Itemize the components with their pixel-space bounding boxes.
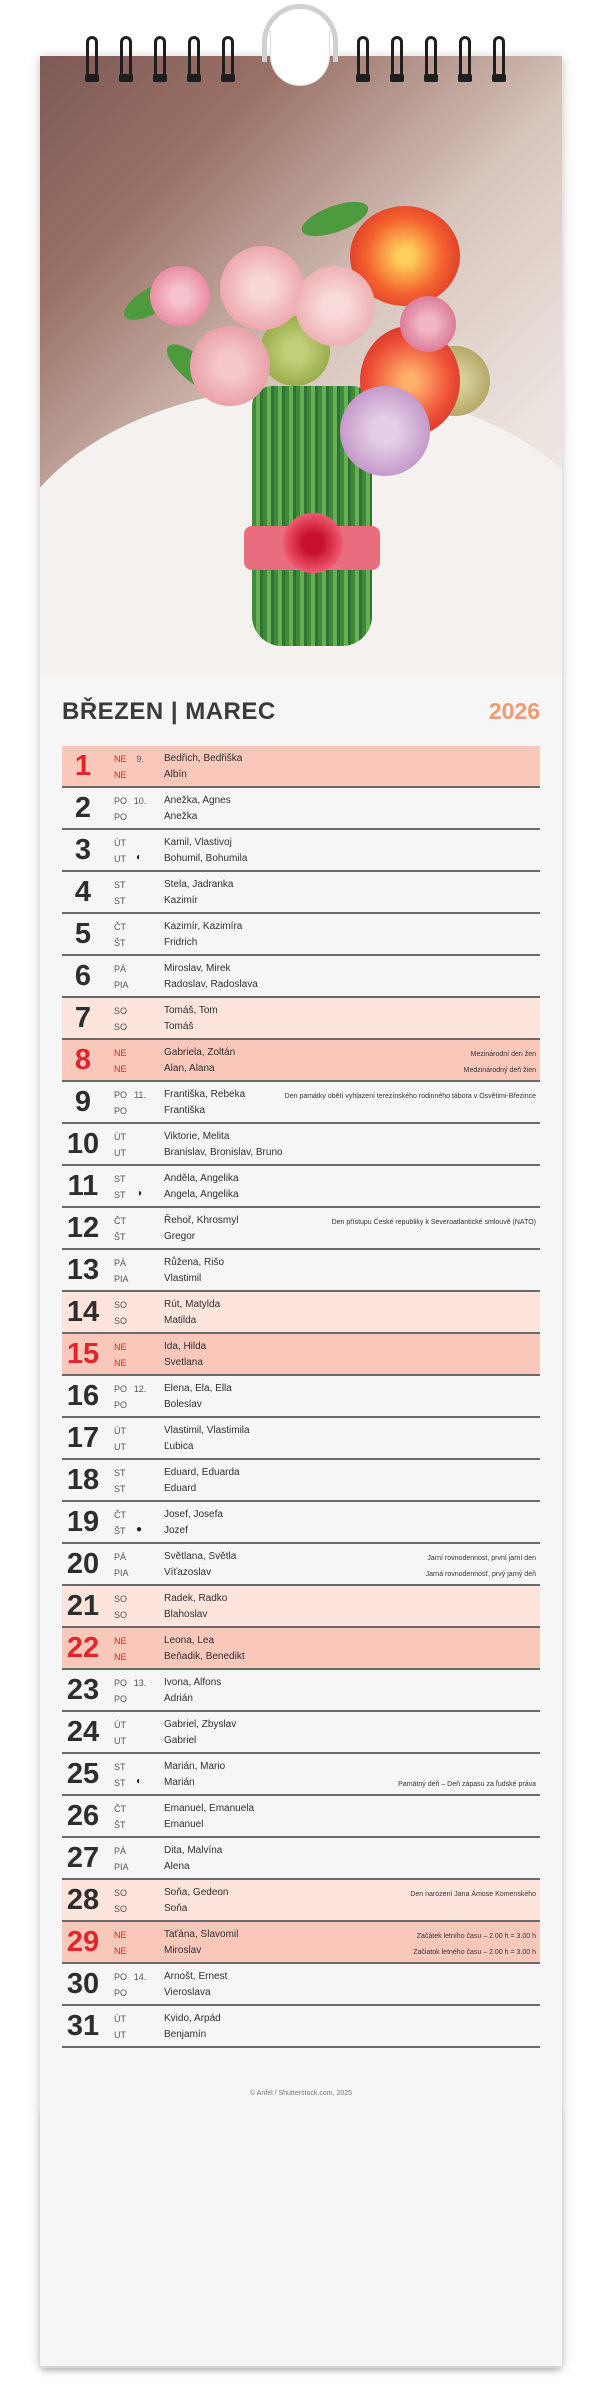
nameday-sk: Gregor <box>164 1231 196 1242</box>
weekday-cz: PO <box>114 1972 128 1982</box>
nameday-sk: Alena <box>164 1861 190 1872</box>
weekday-cz: NE <box>114 1048 127 1058</box>
rose-flower <box>190 326 270 406</box>
day-row <box>62 1376 540 1418</box>
weekday-sk: NE <box>114 1064 127 1074</box>
weekday-sk: PO <box>114 1988 128 1998</box>
nameday-cz: Soňa, Gedeon <box>164 1887 229 1898</box>
weekday-cz: PÁ <box>114 1258 127 1268</box>
weekday-cz: PÁ <box>114 1552 127 1562</box>
holiday-note-sk: Začiatok letného času – 2.00 h = 3.00 h <box>413 1949 536 1956</box>
day-number: 28 <box>66 1884 100 1916</box>
week-number: 11. <box>134 1090 146 1100</box>
weekday-cz: ČT <box>114 1510 126 1520</box>
weekday-cz: ČT <box>114 1804 126 1814</box>
nameday-cz: Emanuel, Emanuela <box>164 1803 255 1814</box>
day-row <box>62 998 540 1040</box>
nameday-cz: Vlastimil, Vlastimila <box>164 1425 250 1436</box>
nameday-sk: Angela, Angelika <box>164 1189 239 1200</box>
day-number: 14 <box>66 1296 100 1328</box>
ring-icon <box>357 36 369 76</box>
moon-phase-icon: ◑ <box>135 1188 143 1199</box>
weekday-cz: ÚT <box>114 1426 126 1436</box>
rose-flower <box>400 296 456 352</box>
day-row <box>62 1754 540 1796</box>
nameday-cz: Růžena, Rišo <box>164 1257 225 1268</box>
day-number: 4 <box>74 876 92 908</box>
ribbon-bow <box>278 508 348 578</box>
day-row <box>62 1166 540 1208</box>
day-number: 11 <box>67 1170 99 1202</box>
nameday-sk: Matilda <box>164 1315 197 1326</box>
holiday-note-sk: Jarná rovnodennosť, prvý jarný deň <box>425 1571 536 1578</box>
weekday-sk: PIA <box>114 1862 129 1872</box>
moon-phase-icon: ◐ <box>135 852 143 863</box>
nameday-cz: Gabriela, Zoltán <box>164 1047 236 1058</box>
week-number: 10. <box>133 796 147 806</box>
nameday-sk: Svetlana <box>164 1357 203 1368</box>
weekday-cz: PO <box>114 1090 128 1100</box>
day-row <box>62 746 540 788</box>
nameday-cz: Miroslav, Mirek <box>164 963 231 974</box>
nameday-sk: Ľubica <box>164 1441 194 1452</box>
weekday-cz: NE <box>114 1342 127 1352</box>
nameday-sk: Jozef <box>164 1525 188 1536</box>
ring-icon <box>222 36 234 76</box>
nameday-sk: Františka <box>164 1105 206 1116</box>
day-row <box>62 1628 540 1670</box>
weekday-sk: ŠT <box>114 1526 126 1536</box>
nameday-cz: Světlana, Světla <box>164 1551 237 1562</box>
nameday-cz: Františka, Rebeka <box>164 1089 246 1100</box>
weekday-cz: PÁ <box>114 1846 127 1856</box>
weekday-cz: ÚT <box>114 1132 126 1142</box>
nameday-sk: Benjamín <box>164 2029 207 2040</box>
day-row <box>62 914 540 956</box>
holiday-note-cz: Den památky obětí vyhlazení terezínského rodinného tábora v Osvětimi-Březince <box>284 1093 536 1100</box>
weekday-sk: UT <box>114 2030 126 2040</box>
weekday-cz: ÚT <box>114 1720 126 1730</box>
day-number: 17 <box>66 1422 100 1454</box>
day-row <box>62 1250 540 1292</box>
weekday-cz: PO <box>114 1384 128 1394</box>
day-row <box>62 1544 540 1586</box>
nameday-sk: Branislav, Bronislav, Bruno <box>164 1147 283 1158</box>
weekday-cz: PÁ <box>114 964 127 974</box>
nameday-sk: Anežka <box>164 811 198 822</box>
day-row <box>62 1964 540 2006</box>
day-row <box>62 1460 540 1502</box>
nameday-sk: Gabriel <box>164 1735 197 1746</box>
nameday-cz: Řehoř, Khrosmyl <box>164 1215 239 1226</box>
nameday-cz: Radek, Radko <box>164 1593 228 1604</box>
flower-bouquet-photo <box>40 56 562 676</box>
nameday-sk: Vieroslava <box>164 1987 211 1998</box>
weekday-cz: SO <box>114 1300 128 1310</box>
week-number: 14. <box>133 1972 147 1982</box>
day-number: 10 <box>66 1128 100 1160</box>
nameday-cz: Eduard, Eduarda <box>164 1467 240 1478</box>
weekday-cz: ČT <box>114 922 126 932</box>
nameday-cz: Dita, Malvína <box>164 1845 223 1856</box>
day-row <box>62 1040 540 1082</box>
weekday-sk: PO <box>114 812 128 822</box>
weekday-sk: PO <box>114 1694 128 1704</box>
nameday-cz: Arnošt, Ernest <box>164 1971 228 1982</box>
ring-icon <box>391 36 403 76</box>
weekday-sk: PIA <box>114 1568 129 1578</box>
nameday-cz: Tomáš, Tom <box>164 1005 218 1016</box>
nameday-cz: Viktorie, Melita <box>164 1131 230 1142</box>
weekday-cz: ST <box>114 1762 126 1772</box>
weekday-cz: NE <box>114 754 127 764</box>
weekday-sk: PIA <box>114 1274 129 1284</box>
nameday-cz: Anežka, Agnes <box>164 795 231 806</box>
weekday-sk: NE <box>114 1946 127 1956</box>
ring-icon <box>120 36 132 76</box>
weekday-cz: ÚT <box>114 838 126 848</box>
ring-icon <box>459 36 471 76</box>
day-number: 8 <box>74 1044 92 1076</box>
day-row <box>62 1712 540 1754</box>
nameday-sk: Miroslav <box>164 1945 202 1956</box>
moon-phase-icon: ● <box>135 1524 143 1535</box>
nameday-sk: Radoslav, Radoslava <box>164 979 258 990</box>
day-number: 18 <box>66 1464 100 1496</box>
nameday-cz: Kazimír, Kazimíra <box>164 921 243 932</box>
holiday-note-sk: Medzinárodný deň žien <box>463 1067 536 1074</box>
day-number: 24 <box>66 1716 100 1748</box>
ring-icon <box>154 36 166 76</box>
day-list <box>62 746 540 2048</box>
weekday-cz: PO <box>114 1678 128 1688</box>
weekday-sk: SO <box>114 1316 128 1326</box>
day-number: 25 <box>66 1758 100 1790</box>
nameday-sk: Víťazoslav <box>164 1567 212 1578</box>
day-number: 6 <box>74 960 92 992</box>
year-label: 2026 <box>488 698 540 724</box>
weekday-sk: ST <box>114 1190 126 1200</box>
week-number: 12. <box>133 1384 147 1394</box>
nameday-cz: Kvido, Arpád <box>164 2013 221 2024</box>
nameday-sk: Vlastimil <box>164 1273 202 1284</box>
holiday-note-cz: Jarní rovnodennost, první jarní den <box>427 1555 536 1562</box>
nameday-sk: Emanuel <box>164 1819 204 1830</box>
weekday-cz: PO <box>114 796 128 806</box>
day-row <box>62 1208 540 1250</box>
day-row <box>62 1796 540 1838</box>
day-number: 1 <box>74 750 92 782</box>
nameday-sk: Marián <box>164 1777 195 1788</box>
day-number: 12 <box>66 1212 100 1244</box>
day-number: 2 <box>74 792 92 824</box>
week-number: 9. <box>136 754 144 764</box>
weekday-cz: ST <box>114 880 126 890</box>
nameday-sk: Adrián <box>164 1693 193 1704</box>
nameday-cz: Anděla, Angelika <box>164 1173 239 1184</box>
rose-flower <box>150 266 210 326</box>
photo-credit: © Anfel / Shutterstock.com, 2025 <box>249 2090 353 2097</box>
day-row <box>62 1838 540 1880</box>
day-number: 23 <box>66 1674 100 1706</box>
day-number: 21 <box>66 1590 100 1622</box>
nameday-sk: Bohumil, Bohumila <box>164 853 248 864</box>
ring-icon <box>493 36 505 76</box>
weekday-sk: PO <box>114 1106 128 1116</box>
holiday-note-sk: Pamätný deň – Deň zápasu za ľudské práva <box>398 1781 536 1788</box>
nameday-cz: Marián, Mario <box>164 1761 226 1772</box>
day-number: 7 <box>74 1002 92 1034</box>
day-row <box>62 1418 540 1460</box>
day-number: 22 <box>66 1632 100 1664</box>
weekday-sk: PIA <box>114 980 129 990</box>
nameday-sk: Eduard <box>164 1483 197 1494</box>
holiday-note-cz: Mezinárodní den žen <box>470 1051 536 1058</box>
nameday-cz: Josef, Josefa <box>164 1509 223 1520</box>
weekday-sk: SO <box>114 1904 128 1914</box>
day-row <box>62 788 540 830</box>
weekday-cz: SO <box>114 1006 128 1016</box>
weekday-sk: NE <box>114 1652 127 1662</box>
nameday-sk: Boleslav <box>164 1399 202 1410</box>
nameday-sk: Soňa <box>164 1903 188 1914</box>
day-number: 19 <box>66 1506 100 1538</box>
day-row <box>62 1586 540 1628</box>
weekday-cz: ÚT <box>114 2014 126 2024</box>
nameday-sk: Alan, Alana <box>164 1063 215 1074</box>
weekday-cz: SO <box>114 1594 128 1604</box>
day-number: 31 <box>66 2010 100 2042</box>
hanger-hook[interactable] <box>262 4 338 62</box>
day-number: 16 <box>66 1380 100 1412</box>
weekday-sk: ŠT <box>114 1820 126 1830</box>
day-row <box>62 1670 540 1712</box>
day-number: 26 <box>66 1800 100 1832</box>
nameday-sk: Albín <box>164 769 187 780</box>
nameday-cz: Rút, Matylda <box>164 1299 221 1310</box>
day-number: 15 <box>66 1338 100 1370</box>
ring-icon <box>425 36 437 76</box>
day-number: 13 <box>66 1254 100 1286</box>
weekday-sk: SO <box>114 1610 128 1620</box>
day-number: 3 <box>74 834 92 866</box>
nameday-sk: Blahoslav <box>164 1609 208 1620</box>
day-row <box>62 1922 540 1964</box>
weekday-cz: NE <box>114 1636 127 1646</box>
moon-phase-icon: ◐ <box>135 1776 143 1787</box>
day-row <box>62 830 540 872</box>
nameday-cz: Taťána, Slavomil <box>164 1929 239 1940</box>
orchid-flower <box>340 386 430 476</box>
nameday-cz: Leona, Lea <box>164 1635 215 1646</box>
weekday-sk: UT <box>114 1148 126 1158</box>
nameday-sk: Kazimír <box>164 895 198 906</box>
day-row <box>62 1502 540 1544</box>
binding-rings-right <box>357 36 527 82</box>
weekday-cz: SO <box>114 1888 128 1898</box>
weekday-sk: NE <box>114 1358 127 1368</box>
ring-icon <box>188 36 200 76</box>
nameday-cz: Ida, Hilda <box>164 1341 207 1352</box>
day-number: 9 <box>74 1086 92 1118</box>
weekday-sk: UT <box>114 1442 126 1452</box>
day-number: 30 <box>66 1968 100 2000</box>
weekday-cz: ST <box>114 1468 126 1478</box>
day-number: 29 <box>66 1926 100 1958</box>
weekday-sk: ST <box>114 1778 126 1788</box>
nameday-cz: Ivona, Alfons <box>164 1677 222 1688</box>
day-row <box>62 1082 540 1124</box>
rose-flower <box>295 266 375 346</box>
day-number: 20 <box>66 1548 100 1580</box>
nameday-sk: Beňadik, Benedikt <box>164 1651 245 1662</box>
weekday-sk: ST <box>114 896 126 906</box>
day-row <box>62 956 540 998</box>
weekday-sk: NE <box>114 770 127 780</box>
day-row <box>62 1334 540 1376</box>
weekday-sk: ŠT <box>114 938 126 948</box>
weekday-cz: NE <box>114 1930 127 1940</box>
nameday-cz: Bedřich, Bedřiška <box>164 753 243 764</box>
weekday-cz: ČT <box>114 1216 126 1226</box>
day-number: 5 <box>74 918 92 950</box>
binding-rings-left <box>86 36 256 82</box>
nameday-sk: Tomáš <box>164 1021 194 1032</box>
nameday-cz: Kamil, Vlastivoj <box>164 837 232 848</box>
month-header <box>40 690 562 740</box>
day-number: 27 <box>66 1842 100 1874</box>
ring-icon <box>86 36 98 76</box>
month-title: BŘEZEN | MAREC <box>62 698 276 725</box>
holiday-note-cz: Den narození Jana Ámose Komenského <box>410 1891 536 1898</box>
nameday-cz: Elena, Ela, Ella <box>164 1383 232 1394</box>
weekday-sk: ŠT <box>114 1232 126 1242</box>
day-row <box>62 1880 540 1922</box>
rose-flower <box>220 246 304 330</box>
weekday-sk: ST <box>114 1484 126 1494</box>
nameday-cz: Gabriel, Zbyslav <box>164 1719 237 1730</box>
day-row <box>62 872 540 914</box>
week-number: 13. <box>133 1678 147 1688</box>
holiday-note-cz: Začátek letního času – 2.00 h = 3.00 h <box>416 1933 536 1940</box>
holiday-note-cz: Den přístupu České republiky k Severoatlantické smlouvě (NATO) <box>331 1219 536 1226</box>
day-row <box>62 1124 540 1166</box>
weekday-sk: UT <box>114 854 126 864</box>
nameday-sk: Fridrich <box>164 937 198 948</box>
weekday-sk: PO <box>114 1400 128 1410</box>
nameday-cz: Stela, Jadranka <box>164 879 234 890</box>
day-row <box>62 1292 540 1334</box>
weekday-cz: ST <box>114 1174 126 1184</box>
weekday-sk: SO <box>114 1022 128 1032</box>
weekday-sk: UT <box>114 1736 126 1746</box>
day-row <box>62 2006 540 2048</box>
